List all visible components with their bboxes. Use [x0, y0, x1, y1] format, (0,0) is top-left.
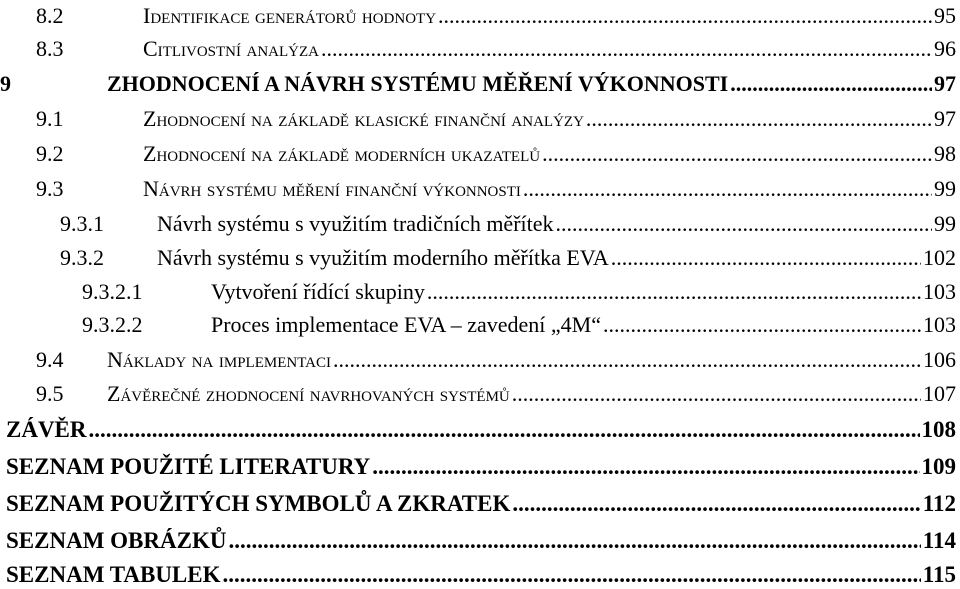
toc-entry-title: ZÁVĚR — [6, 417, 87, 442]
toc-entry-page: 108 — [921, 417, 956, 442]
toc-entry-title: ZHODNOCENÍ A NÁVRH SYSTÉMU MĚŘENÍ VÝKONNOSTI — [107, 71, 729, 96]
toc-entry-number: 9.3.2 — [60, 245, 104, 270]
toc-leader-dots — [512, 383, 921, 405]
toc-entry-page: 102 — [923, 245, 956, 270]
toc-leader-dots — [427, 281, 921, 303]
toc-entry[interactable] — [0, 103, 956, 133]
toc-entry-page: 99 — [934, 211, 956, 236]
toc-entry-page: 99 — [934, 176, 956, 201]
toc-entry-title: Vytvoření řídící skupiny — [211, 279, 425, 304]
toc-entry-number: 8.3 — [36, 36, 64, 61]
toc-entry[interactable] — [0, 33, 956, 63]
toc-entry-title: Návrh systému měření finanční výkonnosti — [143, 176, 521, 201]
toc-entry-number: 9.3.2.1 — [82, 279, 143, 304]
toc-entry-page: 95 — [934, 3, 956, 28]
toc-entry-page: 97 — [934, 106, 956, 131]
toc-leader-dots — [438, 5, 932, 27]
toc-leader-dots — [730, 73, 932, 95]
toc-entry[interactable] — [0, 138, 956, 168]
toc-entry[interactable] — [0, 173, 956, 203]
toc-entry-number: 9.1 — [36, 106, 64, 131]
toc-entry-title: SEZNAM OBRÁZKŮ — [6, 528, 227, 553]
toc-entry-title: SEZNAM TABULEK — [6, 562, 221, 587]
toc-entry-page: 109 — [921, 454, 956, 479]
toc-leader-dots — [586, 108, 932, 130]
toc-entry-page: 97 — [934, 71, 956, 96]
toc-entry-number: 9.2 — [36, 141, 64, 166]
toc-entry-title: SEZNAM POUŽITÝCH SYMBOLŮ A ZKRATEK — [6, 491, 511, 516]
toc-leader-dots — [372, 455, 919, 478]
toc-leader-dots — [611, 247, 921, 269]
toc-leader-dots — [333, 349, 921, 371]
toc-entry-number: 9.5 — [36, 381, 64, 406]
toc-entry-number: 9.3.2.2 — [82, 312, 143, 337]
toc-entry-title: Citlivostní analýza — [143, 36, 319, 61]
toc-entry-title: Závěrečné zhodnocení navrhovaných systémů — [107, 381, 510, 406]
toc-entry-number: 8.2 — [36, 3, 64, 28]
toc-entry-title: Proces implementace EVA – zavedení „4M“ — [211, 312, 601, 337]
toc-entry-page: 103 — [923, 279, 956, 304]
toc-entry-page: 112 — [922, 491, 956, 516]
toc-leader-dots — [603, 314, 921, 336]
toc-entry-number: 9 — [0, 71, 11, 96]
toc-entry-title: Návrh systému s využitím tradičních měřítek — [157, 211, 554, 236]
toc-entry-page: 96 — [934, 36, 956, 61]
toc-entry[interactable] — [0, 488, 956, 518]
toc-entry[interactable] — [0, 0, 956, 30]
toc-entry-title: Identifikace generátorů hodnoty — [143, 3, 437, 28]
toc-entry[interactable] — [0, 559, 956, 589]
toc-leader-dots — [523, 178, 932, 200]
toc-entry-title: SEZNAM POUŽITÉ LITERATURY — [6, 454, 371, 479]
toc-entry-title: Zhodnocení na základě moderních ukazatelů — [143, 141, 541, 166]
toc-entry-number: 9.3 — [36, 176, 64, 201]
toc-entry[interactable] — [0, 451, 956, 481]
toc-leader-dots — [321, 38, 932, 60]
toc-leader-dots — [556, 213, 932, 235]
toc-entry-number: 9.3.1 — [60, 211, 104, 236]
toc-leader-dots — [223, 563, 921, 586]
toc-entry-title: Zhodnocení na základě klasické finanční analýzy — [143, 106, 584, 131]
toc-entry[interactable] — [0, 378, 956, 408]
toc-entry[interactable] — [0, 525, 956, 555]
toc-leader-dots — [228, 529, 920, 552]
toc-leader-dots — [512, 492, 920, 515]
toc-entry-page: 114 — [922, 528, 956, 553]
toc-entry[interactable] — [0, 414, 956, 444]
toc-entry[interactable] — [0, 344, 956, 374]
toc-entry-page: 103 — [923, 312, 956, 337]
toc-entry-page: 107 — [923, 381, 956, 406]
toc-entry[interactable] — [0, 208, 956, 238]
toc-leader-dots — [89, 418, 920, 441]
toc-entry[interactable] — [0, 242, 956, 272]
toc-entry-page: 115 — [922, 562, 956, 587]
toc-entry[interactable] — [0, 309, 956, 339]
toc-leader-dots — [542, 143, 932, 165]
toc-entry-page: 106 — [923, 347, 956, 372]
toc-entry-title: Návrh systému s využitím moderního měřítka EVA — [157, 245, 609, 270]
toc-entry-page: 98 — [934, 141, 956, 166]
toc-entry-title: Náklady na implementaci — [107, 347, 332, 372]
toc-entry[interactable] — [0, 68, 956, 98]
toc-entry-number: 9.4 — [36, 347, 64, 372]
toc-entry[interactable] — [0, 276, 956, 306]
